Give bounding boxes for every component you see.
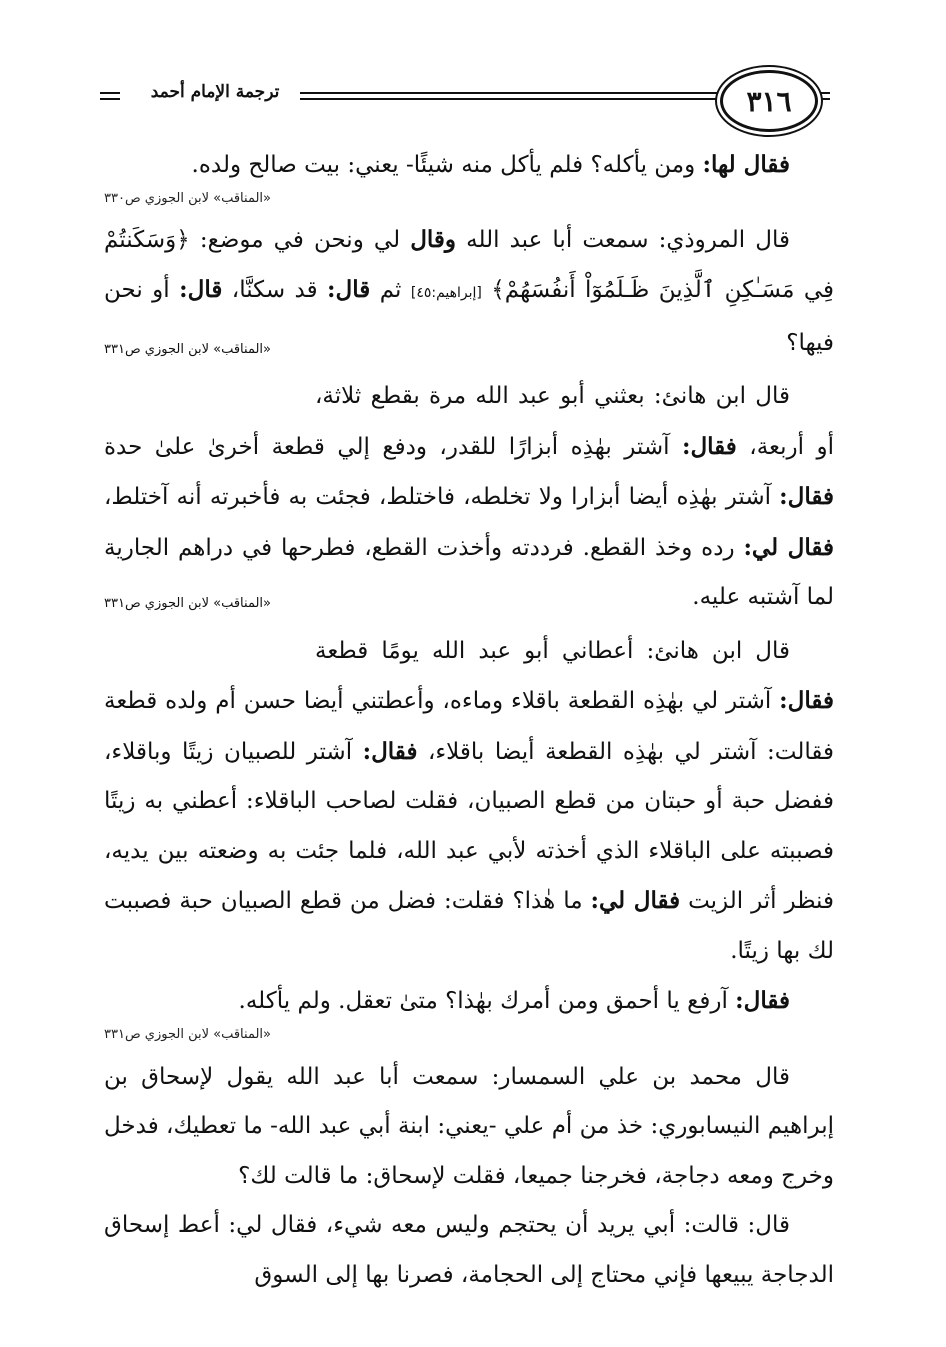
speaker-label: فقال: (735, 987, 790, 1014)
paragraph-text: ومن يأكله؟ فلم يأكل منه شيئًا- يعني: بيت صالح ولده. (191, 152, 703, 178)
page-body (104, 140, 834, 1300)
paragraph-text: آرفع يا أحمق ومن أمرك بهٰذا؟ متىٰ تعقل. ولم يأكله. (238, 988, 736, 1014)
paragraph-text: قال ابن هانئ: أعطاني أبو عبد الله يومًا قطعة (315, 637, 790, 664)
paragraph-3 (104, 372, 834, 623)
speaker-label: فقال: (681, 432, 737, 460)
paragraph-text: آشتر بهٰذِه أبزارًا للقدر، ودفع إلي قطعة أخرىٰ علىٰ حدة (104, 433, 682, 460)
paragraph-6 (104, 1053, 834, 1202)
paragraph-text: آشتر للصبيان زيتًا وباقلاء، ففضل حبة أو حبتان من قطع الصبيان، فقلت لصاحب الباقلاء: أعطني به زيتًا فصببته على الباقلاء الذي أخذته لأبي عبد الله، فلما جئت به وضعته بين يديه، فنظر أثر الزيت (104, 738, 834, 914)
paragraph-text: قال: قالت: أبي يريد أن يحتجم وليس معه شيء، فقال لي: أعط إسحاق الدجاجة يبيعها فإني محتاج إلى الحجامة، فصرنا بها إلى السوق (104, 1212, 834, 1288)
paragraph-text: ما هٰذا؟ فقلت: فضل من قطع الصبيان حبة فصببت لك بها زيتًا. (104, 888, 834, 964)
source-citation: «المناقب» لابن الجوزي ص٣٣٠ (104, 190, 271, 206)
paragraph-text: قد سكنَّا، (222, 277, 328, 303)
quran-quote: لي ونحن في موضع: ﴿وَسَكَنتُمْ فِي مَسَـٰكِنِ ٱلَّذِينَ ظَـلَمُوٓاْ أَنفُسَهُمْ﴾ (104, 226, 834, 303)
paragraph-7 (104, 1201, 834, 1300)
speaker-label: قال: (327, 276, 371, 303)
speaker-label: فقال: (779, 483, 834, 510)
speaker-label: فقال: (362, 737, 418, 765)
paragraph-text: آشتر بهٰذِه أيضا أبزارا ولا تخلطه، فاختلط، فجئت به فأخبرته أنه آختلط، (104, 484, 780, 510)
verse-reference: [إبراهيم:٤٥] (410, 285, 482, 301)
paragraph-text: ثم (370, 277, 411, 303)
paragraph-4 (104, 627, 834, 977)
paragraph-text: آشتر لي بهٰذِه القطعة باقلاء وماءه، وأعطتني أيضا حسن أم ولده قطعة فقالت: آشتر لي بهٰذِه القطعة أيضا باقلاء، (104, 688, 834, 765)
page-header (100, 70, 830, 132)
source-citation: «المناقب» لابن الجوزي ص٣٣١ (104, 1026, 271, 1042)
source-citation: «المناقب» لابن الجوزي ص٣٣١ (104, 596, 271, 611)
header-rule-left-lower (100, 98, 120, 100)
paragraph-text: قال المروذي: سمعت أبا عبد الله (456, 226, 790, 253)
running-title-text: ترجمة الإمام أحمد (130, 82, 300, 102)
speaker-label: قال: (179, 276, 223, 303)
paragraph-text: قال محمد بن علي السمسار: سمعت أبا عبد الله يقول لإسحاق بن إبراهيم النيسابوري: خذ من أم علي -يعني: ابنة أبي عبد الله- ما تعطيك، فدخل وخرج ومعه دجاجة، فخرجنا جميعا، فقلت لإسحاق: ما قالت لك؟ (104, 1063, 834, 1189)
header-rule-left (100, 92, 120, 94)
speaker-label: وقال (410, 225, 457, 253)
speaker-label: فقال لي: (743, 533, 834, 561)
paragraph-2 (104, 215, 834, 369)
paragraph-text: رده وخذ القطع. فرددته وأخذت القطع، فطرحها في دراهم الجارية لما آشتبه عليه. (104, 534, 834, 610)
speaker-label: فقال لي: (590, 887, 681, 914)
page-number-ornament (720, 70, 818, 132)
paragraph-text: أو نحن فيها؟ (104, 277, 834, 356)
paragraph-5 (104, 976, 834, 1027)
speaker-label: فقال: (779, 687, 834, 714)
source-citation: «المناقب» لابن الجوزي ص٣٣١ (104, 341, 271, 357)
paragraph-text: قال ابن هانئ: بعثني أبو عبد الله مرة بقطع ثلاثة، أو أربعة، (315, 383, 834, 460)
paragraph-1 (104, 140, 834, 191)
speaker-label: فقال لها: (702, 151, 790, 178)
page-number: ٣١٦ (746, 84, 792, 118)
